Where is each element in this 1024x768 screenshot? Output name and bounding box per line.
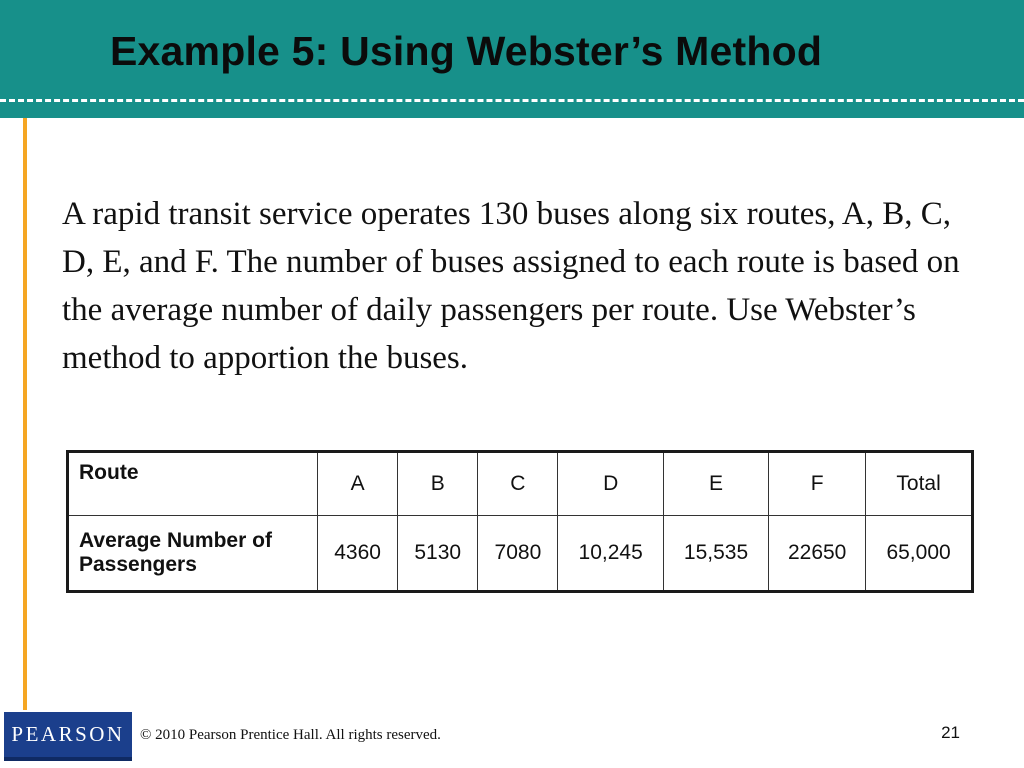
table-cell: 4360 xyxy=(318,516,398,592)
table-cell: 65,000 xyxy=(866,516,973,592)
page-number: 21 xyxy=(941,723,960,742)
table-cell: 10,245 xyxy=(558,516,663,592)
table-cell: 5130 xyxy=(398,516,478,592)
slide-title: Example 5: Using Webster’s Method xyxy=(110,28,823,74)
problem-statement: A rapid transit service operates 130 buses along six routes, A, B, C, D, E, and F. The number of buses assigned to each route is based on the average number of daily passengers per route. Use Webster’s method to apportion the buses. xyxy=(62,196,960,376)
header-dashed-divider xyxy=(0,99,1024,102)
pearson-logo: PEARSON xyxy=(4,712,132,761)
table-row xyxy=(68,516,973,592)
slide-header xyxy=(0,0,1024,118)
table-cell: 15,535 xyxy=(663,516,768,592)
table-cell: C xyxy=(478,452,558,516)
copyright-notice: © 2010 Pearson Prentice Hall. All rights reserved. xyxy=(140,727,441,743)
table-cell: 7080 xyxy=(478,516,558,592)
passenger-table xyxy=(66,450,974,593)
accent-bar xyxy=(23,118,27,710)
row-header-passengers: Average Number of Passengers xyxy=(68,516,318,592)
table-row xyxy=(68,452,973,516)
table-cell: B xyxy=(398,452,478,516)
table-cell: F xyxy=(769,452,866,516)
table-cell: D xyxy=(558,452,663,516)
table-cell: E xyxy=(663,452,768,516)
table-cell: A xyxy=(318,452,398,516)
row-header-route: Route xyxy=(68,452,318,516)
table-cell: Total xyxy=(866,452,973,516)
table-cell: 22650 xyxy=(769,516,866,592)
